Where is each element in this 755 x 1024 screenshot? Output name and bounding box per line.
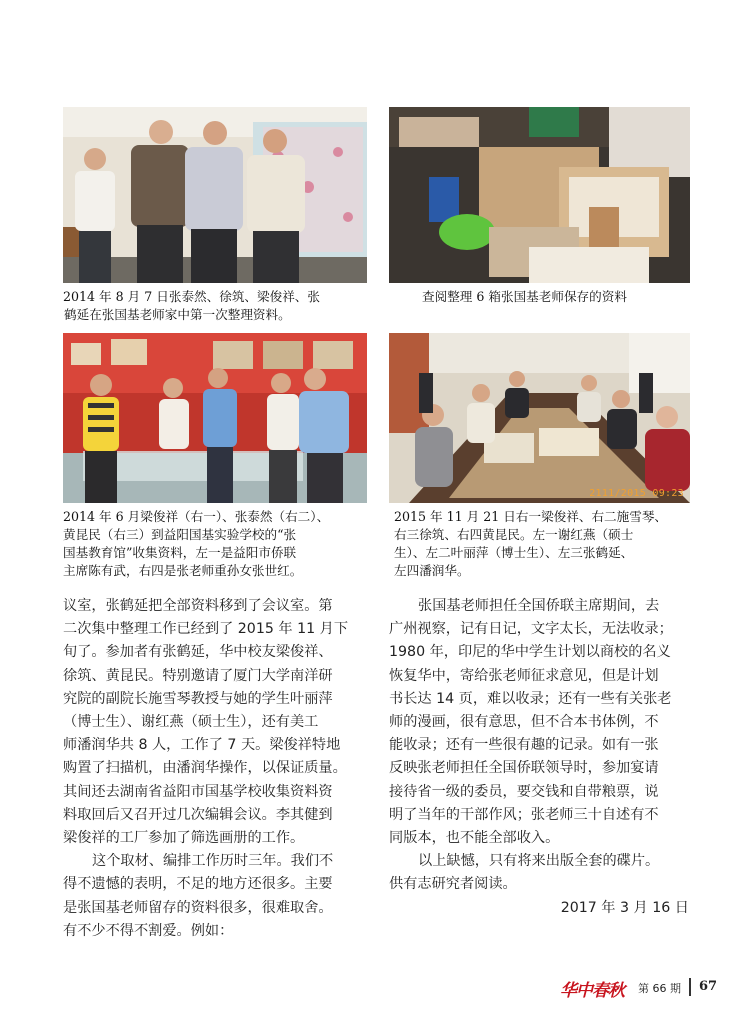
photo-4-image bbox=[389, 333, 690, 503]
photo-archive-boxes bbox=[389, 107, 690, 283]
caption-line: 生）、左二叶丽萍（博士生）、左三张鹤延、 bbox=[394, 545, 634, 560]
caption-line: 鹤延在张国基老师家中第一次整理资料。 bbox=[64, 307, 291, 322]
caption-line: 左四潘润华。 bbox=[394, 563, 470, 578]
caption-line: 国基教育馆”收集资料，左一是益阳市侨联 bbox=[63, 545, 297, 560]
caption-line: 主席陈有武，右四是张老师重孙女张世红。 bbox=[63, 563, 303, 578]
photo-3-image bbox=[63, 333, 367, 503]
text-line: 旬了。参加者有张鹤延，华中校友梁俊祥、 bbox=[63, 644, 333, 661]
photo-timestamp: 2111/2015 09:23 bbox=[589, 488, 684, 499]
text-line: 书长达 14 页，难以收录；还有一些有关张老 bbox=[389, 690, 672, 707]
caption-line: 黄昆民（右三）到益阳国基实验学校的“张 bbox=[63, 527, 297, 542]
page-footer bbox=[560, 976, 740, 1000]
text-line: 师潘润华共 8 人，工作了 7 天。梁俊祥特地 bbox=[63, 737, 341, 754]
text-line: 徐筑、黄昆民。特别邀请了厦门大学南洋研 bbox=[63, 667, 333, 684]
photo-1-image bbox=[63, 107, 367, 283]
text-line: 有不少不得不割爱。例如： bbox=[63, 922, 234, 939]
photo-2-image bbox=[389, 107, 690, 283]
issue-number: 第 66 期 bbox=[638, 982, 681, 995]
text-line: 反映张老师担任全国侨联领导时，参加宴请 bbox=[389, 760, 659, 777]
text-line: 是张国基老师留存的资料很多，很难取舍。 bbox=[63, 899, 333, 916]
text-line: （博士生）、谢红燕（硕士生），还有美工 bbox=[63, 714, 319, 731]
text-line: 广州视察，记有日记，文字太长，无法收录； bbox=[389, 621, 673, 638]
photo-education-hall bbox=[63, 333, 367, 503]
text-line: 以上缺憾，只有将来出版全套的碟片。 bbox=[418, 853, 660, 870]
text-line: 二次集中整理工作已经到了 2015 年 11 月下 bbox=[63, 621, 349, 638]
text-line: 师的漫画，很有意思，但不合本书体例，不 bbox=[389, 714, 659, 731]
photo-3-caption bbox=[63, 508, 329, 580]
text-line: 得不遗憾的表明，不足的地方还很多。主要 bbox=[63, 876, 333, 893]
text-line: 接待省一级的委员，要交钱和自带粮票，说 bbox=[389, 783, 659, 800]
left-text-column bbox=[63, 595, 373, 943]
text-line: 供有志研究者阅读。 bbox=[389, 876, 517, 893]
footer-divider bbox=[689, 978, 691, 996]
photo-2-caption bbox=[422, 288, 627, 306]
text-line: 料取回后又召开过几次编辑会议。李其健到 bbox=[63, 806, 333, 823]
text-line: 购置了扫描机，由潘润华操作，以保证质量。 bbox=[63, 760, 347, 777]
text-line: 议室，张鹤延把全部资料移到了会议室。第 bbox=[63, 598, 333, 614]
text-line: 恢复华中，寄给张老师征求意见，但是计划 bbox=[389, 667, 659, 684]
text-line: 明了当年的干部作风；张老师三十自述有不 bbox=[389, 806, 659, 823]
text-line: 张国基老师担任全国侨联主席期间，去 bbox=[418, 598, 660, 614]
text-line: 其间还去湖南省益阳市国基学校收集资料资 bbox=[63, 783, 333, 800]
caption-line: 右三徐筑、右四黄昆民。左一谢红燕（硕士 bbox=[394, 527, 634, 542]
text-line: 梁俊祥的工厂参加了筛选画册的工作。 bbox=[63, 830, 305, 847]
text-line: 1980 年，印尼的华中学生计划以商校的名义 bbox=[389, 644, 671, 661]
photo-4-caption bbox=[394, 508, 667, 580]
text-line: 这个取材、编排工作历时三年。我们不 bbox=[92, 853, 334, 870]
text-line: 同版本，也不能全部收入。 bbox=[389, 830, 560, 847]
caption-line: 2014 年 6 月梁俊祥（右一）、张泰然（右二）、 bbox=[63, 509, 330, 524]
photo-meeting-room-team bbox=[389, 333, 690, 503]
caption-line: 2014 年 8 月 7 日张泰然、徐筑、梁俊祥、张 bbox=[63, 289, 320, 304]
photo-zhang-home-sorting bbox=[63, 107, 367, 283]
text-line: 能收录；还有一些很有趣的记录。如有一张 bbox=[389, 737, 659, 754]
page-number: 67 bbox=[699, 979, 718, 994]
text-line: 究院的副院长施雪琴教授与她的学生叶丽萍 bbox=[63, 690, 333, 707]
photo-1-caption bbox=[63, 288, 320, 324]
caption-line: 2015 年 11 月 21 日右一梁俊祥、右二施雪琴、 bbox=[394, 509, 668, 524]
right-text-column bbox=[389, 595, 695, 920]
caption-line: 查阅整理 6 箱张国基老师保存的资料 bbox=[422, 289, 627, 304]
magazine-logo: 华中春秋 bbox=[560, 981, 624, 1001]
signature-date: 2017 年 3 月 16 日 bbox=[560, 899, 689, 916]
